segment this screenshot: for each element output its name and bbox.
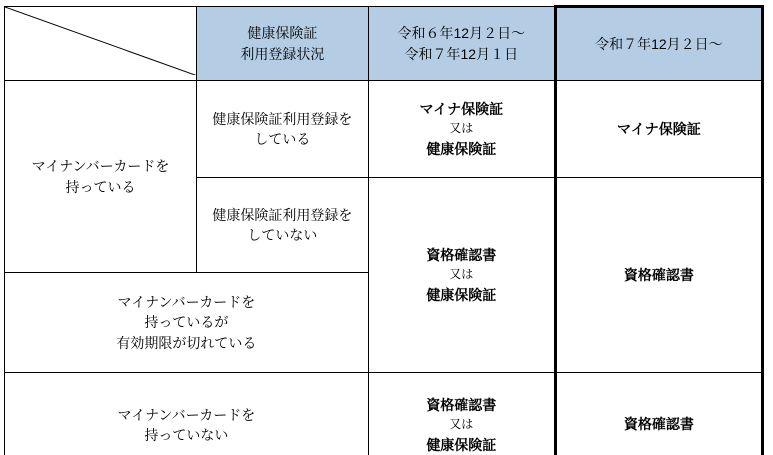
result-period1-row2-line1: 資格確認書 xyxy=(426,247,497,264)
category-no-card-line1: マイナンバーカードを xyxy=(117,406,256,423)
header-period-one xyxy=(368,7,555,81)
category-has-mynumber-card xyxy=(5,81,197,273)
result-period2-row4-label: 資格確認書 xyxy=(623,416,694,433)
result-period1-row2-line2: 健康保険証 xyxy=(426,286,497,303)
status-registered xyxy=(197,81,369,178)
category-expired-line1: マイナンバーカードを xyxy=(117,294,256,311)
table-row xyxy=(5,81,763,178)
result-period2-row1-label: マイナ保険証 xyxy=(617,120,701,137)
result-period1-row1-line2: 健康保険証 xyxy=(426,140,497,157)
result-period1-row2 xyxy=(368,178,555,373)
result-period2-row4 xyxy=(555,373,762,455)
result-period1-row1 xyxy=(368,81,555,178)
header-usage-registration-status xyxy=(197,7,369,81)
status-not-registered-line1: 健康保険証利用登録を xyxy=(212,206,353,223)
header-period-one-line2: 令和７年12月１日 xyxy=(404,45,519,62)
category-no-card xyxy=(5,373,369,455)
category-line1: マイナンバーカードを xyxy=(31,158,170,175)
category-expired-line3: 有効期限が切れている xyxy=(116,334,257,351)
insurance-card-matrix-table xyxy=(4,5,764,455)
result-period2-row2 xyxy=(555,178,762,373)
category-expired-line2: 持っているが xyxy=(144,314,229,331)
diagonal-divider-icon xyxy=(5,7,196,75)
result-period1-row1-or: 又は xyxy=(449,121,474,136)
result-period1-row4-line2: 健康保険証 xyxy=(426,436,497,453)
header-period-two xyxy=(555,7,762,81)
result-period1-row1-line1: マイナ保険証 xyxy=(419,101,504,118)
status-registered-line2: している xyxy=(254,131,311,147)
result-period2-row1 xyxy=(555,81,762,178)
result-period1-row2-or: 又は xyxy=(449,267,474,282)
result-period1-row4-line1: 資格確認書 xyxy=(426,397,497,414)
result-period2-row2-label: 資格確認書 xyxy=(623,266,694,283)
status-not-registered xyxy=(197,178,369,273)
header-period-two-label: 令和７年12月２日〜 xyxy=(595,35,723,52)
header-status-line2: 利用登録状況 xyxy=(240,45,325,62)
header-period-one-line1: 令和６年12月２日〜 xyxy=(397,25,526,42)
category-no-card-line2: 持っていない xyxy=(144,427,229,443)
status-registered-line1: 健康保険証利用登録を xyxy=(212,110,353,127)
table-row xyxy=(5,373,763,455)
category-line2: 持っている xyxy=(65,178,136,195)
table-header-row xyxy=(5,7,763,81)
result-period1-row4 xyxy=(368,373,555,455)
category-card-expired xyxy=(5,273,369,373)
status-not-registered-line2: していない xyxy=(247,227,318,243)
header-corner-cell xyxy=(5,7,197,81)
result-period1-row4-or: 又は xyxy=(449,417,474,432)
header-status-line1: 健康保険証 xyxy=(247,25,318,42)
